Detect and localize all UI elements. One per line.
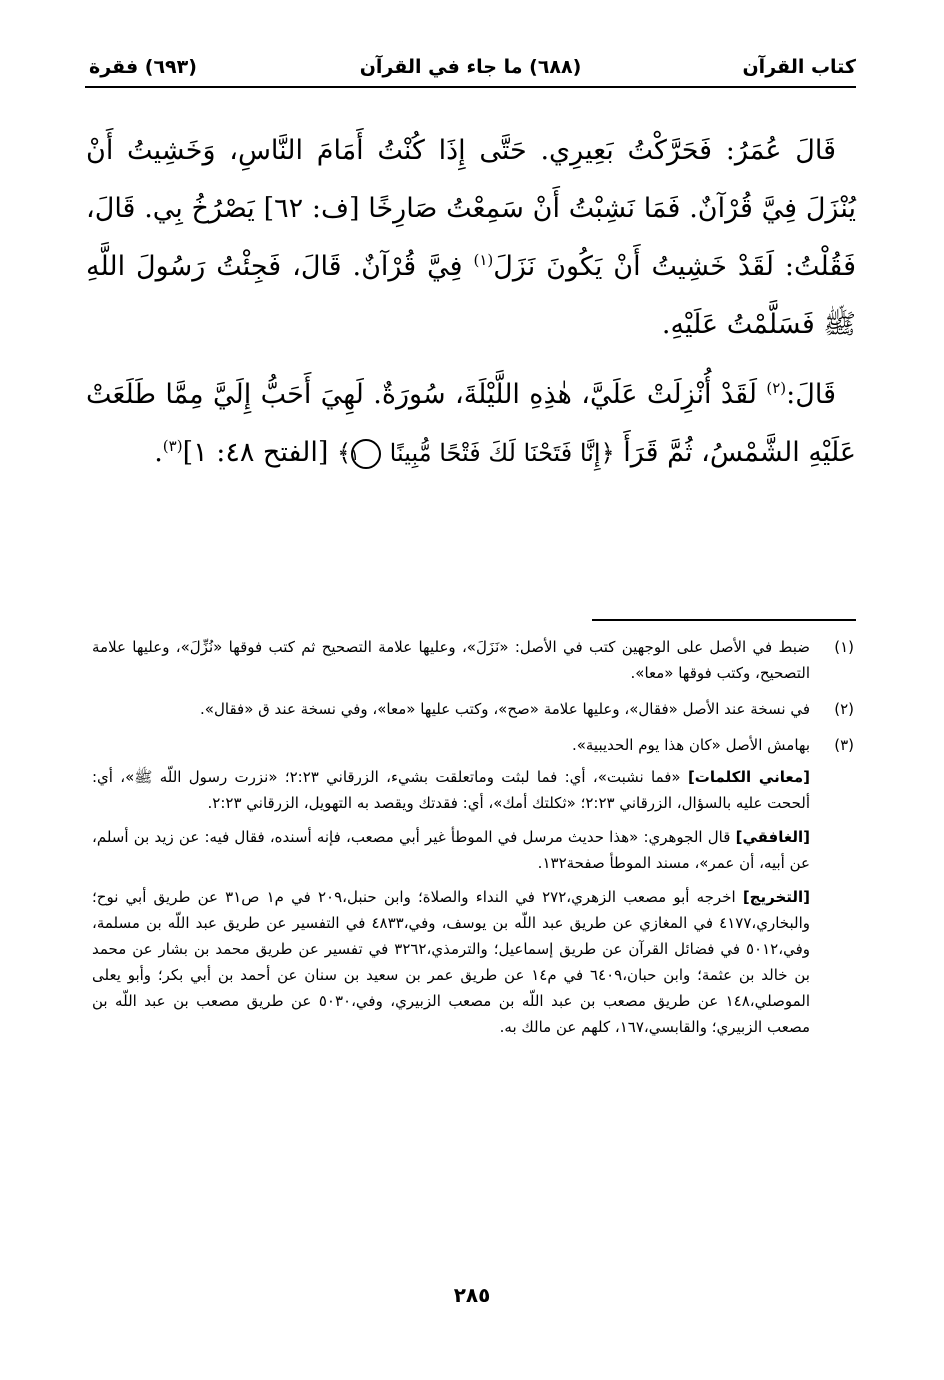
footnote-separator (592, 619, 856, 621)
note-ghafiqi (92, 824, 810, 876)
note-word-meanings (92, 764, 810, 816)
footnote-ref-2: (٢) (766, 379, 787, 397)
quran-verse: ﴿إِنَّا فَتَحْنَا لَكَ فَتْحًا مُّبِينًا (389, 439, 615, 467)
footnote-2 (92, 696, 854, 722)
footnote-text: في نسخة عند الأصل «فقال»، وعليها علامة «صح»، وكتب عليها «معا»، وفي نسخة عند ق «فقال». (200, 700, 810, 718)
note-text: قال الجوهري: «هذا حديث مرسل في الموطأ غير أبي مصعب، فإنه أسنده، فقال فيه: عن زيد بن أسلم، عن أبيه، أن عمر»، مسند الموطأ صفحة١٣٢. (92, 828, 810, 872)
verse-reference: [الفتح ٤٨: ١] (182, 437, 329, 468)
footnote-number: (١) (834, 638, 854, 656)
running-header (85, 50, 856, 88)
main-text (86, 122, 856, 494)
quran-close-bracket: ﴾ (337, 439, 352, 467)
footnote-ref-3: (٣) (162, 437, 183, 455)
paragraph-2 (86, 366, 856, 482)
note-label: [التخريج] (742, 888, 811, 906)
footnote-1 (92, 634, 854, 686)
footnote-ref-1: (١) (473, 251, 494, 269)
footnote-text: ضبط في الأصل على الوجهين كتب في الأصل: «نَزَلَ»، وعليها علامة التصحيح ثم كتب فوقها «نُزِّلَ»، وعليها علامة التصحيح، وكتب فوقها «معا». (92, 638, 810, 682)
footnote-text: بهامش الأصل «كان هذا يوم الحديبية». (571, 736, 810, 754)
header-paragraph-number: (٦٩٣) فقرة (89, 56, 197, 78)
note-text: اخرجه أبو مصعب الزهري،٢٧٢ في النداء والصلاة؛ وابن حنبل،٢٠٩ في م١ ص٣١ عن طريق أبي نوح؛ والبخاري،٤١٧٧ في المغازي عن طريق عبد اللّه بن يوسف، وفي،٤٨٣٣ في التفسير عن طريق عبد اللّه بن مسلمة، وفي،٥٠١٢ في فضائل القرآن عن طريق إسماعيل؛ والترمذي،٣٢٦٢ في تفسير عن طريق محمد بن بشار عن محمد بن خالد بن عثمة؛ وابن حبان،٦٤٠٩ في م١٤ عن طريق عمر بن سعيد بن سنان عن أحمد بن أبي بكر؛ وأبو يعلى الموصلي،١٤٨ عن طريق مصعب بن عبد اللّه بن مصعب الزبيري، وفي،٥٠٣٠ عن طريق مصعب بن عبد اللّه بن مصعب الزبيري؛ والقابسي،١٦٧، كلهم عن مالك به. (92, 888, 811, 1036)
note-label: [الغافقي] (735, 828, 810, 846)
header-chapter-title: (٦٨٨) ما جاء في القرآن (359, 56, 582, 78)
note-takhrij (92, 884, 810, 1040)
page-number: ٢٨٥ (453, 1283, 491, 1307)
note-label: [معاني الكلمات] (687, 768, 810, 786)
header-book-title: كتاب القرآن (742, 56, 856, 78)
paragraph-2-start: قَالَ: (786, 379, 836, 410)
paragraph-1-text: قَالَ عُمَرُ: فَحَرَّكْتُ بَعِيرِي. حَتَّى إِذَا كُنْتُ أَمَامَ النَّاسِ، وَخَشِيتُ أَنْ يُنْزَلَ فِيَّ قُرْآنٌ. فَمَا نَشِبْتُ أَنْ سَمِعْتُ صَارِخًا [ف: ٦٢] يَصْرُخُ بِي. قَالَ، فَقُلْتُ: لَقَدْ خَشِيتُ أَنْ يَكُونَ نَزَلَ (86, 135, 856, 282)
footnote-3 (92, 732, 854, 1040)
footnote-number: (٢) (834, 700, 854, 718)
footnote-number: (٣) (834, 736, 854, 754)
footnotes (92, 634, 854, 1050)
ayah-number-marker: ١ (351, 439, 381, 469)
paragraph-1 (86, 122, 856, 354)
paragraph-2-end: . (154, 437, 163, 468)
note-text: «فما نشبت»، أي: فما لبثت وماتعلقت بشيء، الزرقاني ٢:٢٣؛ «نزرت رسول اللّه ﷺ»، أي: ألححت عليه بالسؤال، الزرقاني ٢:٢٣؛ «ثكلتك أمك»، أي: فقدتك ويقصد به التهويل، الزرقاني ٢:٢٣. (92, 768, 810, 812)
paragraph-2-text: لَقَدْ أُنْزِلَتْ عَلَيَّ، هٰذِهِ اللَّيْلَةَ، سُورَةٌ. لَهِيَ أَحَبُّ إِلَيَّ مِمَّا طَلَعَتْ عَلَيْهِ الشَّمْسُ، ثُمَّ قَرَأَ (86, 379, 856, 468)
paragraph-1-rest: فِيَّ قُرْآنٌ. قَالَ، فَجِئْتُ رَسُولَ اللَّهِ ﷺ فَسَلَّمْتُ عَلَيْهِ. (86, 251, 856, 340)
